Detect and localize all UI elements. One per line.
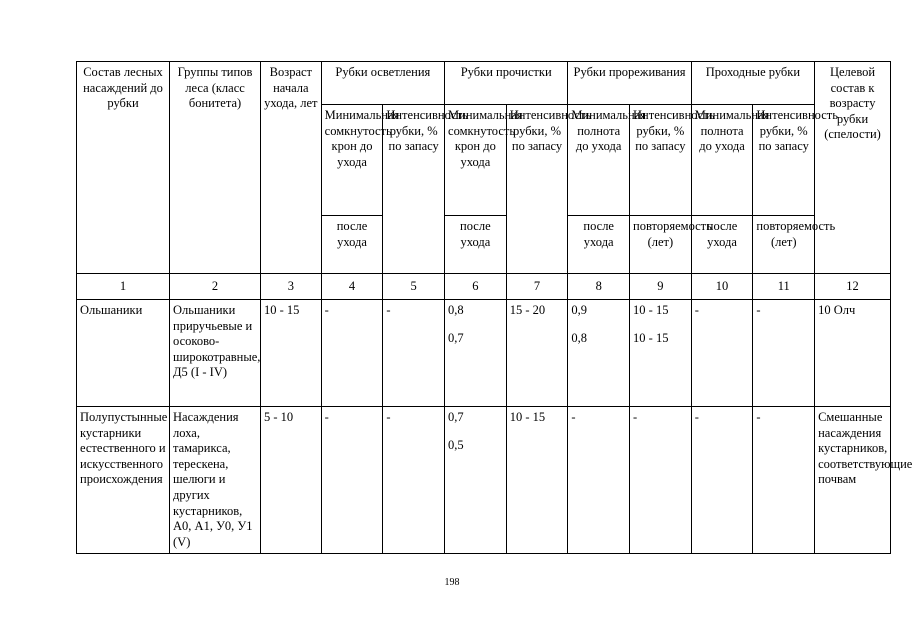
column-number: 11 <box>753 274 815 300</box>
header-intensity: Интенсивность рубки, % по запасу <box>506 105 568 274</box>
cell-prochist-closure <box>445 300 507 407</box>
header-repeat-interval: повторяемость (лет) <box>630 216 692 274</box>
header-after-care: после ухода <box>568 216 630 274</box>
cell-composition: Полупустынные кустарники естественного и искусственного происхождения <box>77 407 170 554</box>
cell-target-composition: 10 Олч <box>815 300 891 407</box>
header-prohodnye: Проходные рубки <box>691 62 814 105</box>
header-prochistka: Рубки прочистки <box>445 62 568 105</box>
cell-value: 0,8 <box>571 330 587 345</box>
column-number: 8 <box>568 274 630 300</box>
header-min-closure: Минимальная сомкнутость крон до ухода <box>321 105 383 216</box>
column-number: 3 <box>261 274 322 300</box>
cell-prorezh-density: - <box>568 407 630 554</box>
cell-osvet-intensity: - <box>383 407 445 554</box>
header-after-care: после ухода <box>321 216 383 274</box>
column-number: 1 <box>77 274 170 300</box>
table-row <box>77 407 891 554</box>
cell-value: 0,7 <box>448 330 464 345</box>
column-number: 4 <box>321 274 383 300</box>
cell-composition: Ольшаники <box>77 300 170 407</box>
header-prorezhivanie: Рубки прореживания <box>568 62 691 105</box>
cell-value: 0,9 <box>571 303 587 317</box>
cell-prochist-closure <box>445 407 507 554</box>
cell-osvet-closure: - <box>321 300 383 407</box>
header-target-composition: Целевой состав к возрасту рубки (спелости) <box>815 62 891 274</box>
cell-osvet-intensity: - <box>383 300 445 407</box>
cell-value: 0,8 <box>448 303 464 317</box>
cell-start-age: 10 - 15 <box>261 300 322 407</box>
column-number: 2 <box>170 274 261 300</box>
cell-prorezh-repeat: - <box>630 407 692 554</box>
cell-prohod-repeat: - <box>753 407 815 554</box>
header-after-care: после ухода <box>445 216 507 274</box>
header-min-closure: Минимальная сомкнутость крон до ухода <box>445 105 507 216</box>
column-number: 7 <box>506 274 568 300</box>
cell-value: 0,7 <box>448 410 464 424</box>
header-min-density: Минимальная полнота до ухода <box>568 105 630 216</box>
column-number: 6 <box>445 274 507 300</box>
forestry-table <box>76 61 912 554</box>
column-number: 9 <box>630 274 692 300</box>
header-composition: Состав лесных насаждений до рубки <box>77 62 170 274</box>
header-osvetlenie: Рубки осветления <box>321 62 444 105</box>
cell-prochist-intensity: 10 - 15 <box>506 407 568 554</box>
header-start-age: Возраст начала ухода, лет <box>261 62 322 274</box>
cell-target-composition: Смешанные насаждения кустарников, соответствующие почвам <box>815 407 891 554</box>
cell-start-age: 5 - 10 <box>261 407 322 554</box>
header-intensity: Интенсивность рубки, % по запасу <box>753 105 815 216</box>
column-number: 10 <box>691 274 753 300</box>
cell-osvet-closure: - <box>321 407 383 554</box>
header-min-density: Минимальная полнота до ухода <box>691 105 753 216</box>
header-intensity: Интенсивность рубки, % по запасу <box>630 105 692 216</box>
cell-value: 0,5 <box>448 437 464 452</box>
cell-forest-type: Ольшаники приручьевые и осоково-широкотравные, Д5 (I - IV) <box>170 300 261 407</box>
cell-prohod-density: - <box>691 407 753 554</box>
cell-value: 10 - 15 <box>633 330 669 345</box>
cell-value: 10 - 15 <box>633 303 669 317</box>
cell-prohod-density: - <box>691 300 753 407</box>
cell-prohod-repeat: - <box>753 300 815 407</box>
table-row <box>77 300 891 407</box>
header-intensity: Интенсивность рубки, % по запасу <box>383 105 445 274</box>
header-after-care: после ухода <box>691 216 753 274</box>
cell-prorezh-repeat <box>630 300 692 407</box>
header-forest-type-groups: Группы типов леса (класс бонитета) <box>170 62 261 274</box>
page-number: 198 <box>444 577 460 588</box>
column-number: 12 <box>815 274 891 300</box>
column-number: 5 <box>383 274 445 300</box>
cell-forest-type: Насаждения лоха, тамарикса, терескена, шелюги и других кустарников, А0, А1, У0, У1 (V) <box>170 407 261 554</box>
cell-prochist-intensity: 15 - 20 <box>506 300 568 407</box>
header-repeat-interval: повторяемость (лет) <box>753 216 815 274</box>
cell-prorezh-density <box>568 300 630 407</box>
